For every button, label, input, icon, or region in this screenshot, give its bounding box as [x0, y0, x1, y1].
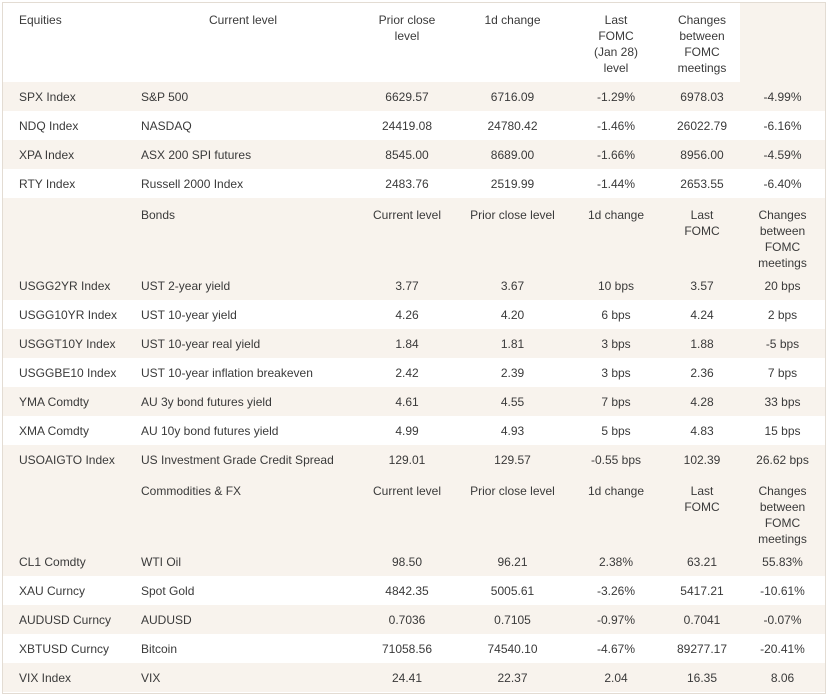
changes-between-cell: 55.83% [740, 547, 825, 576]
last-fomc-cell: 8956.00 [664, 140, 740, 169]
prior-close-cell: 6716.09 [457, 82, 568, 111]
one-day-change-cell: -1.44% [596, 176, 636, 191]
last-fomc-cell: 1.88 [664, 329, 740, 358]
one-day-change-cell: 2.04 [568, 663, 664, 692]
header-blank-cell [740, 3, 825, 82]
table-row [3, 445, 825, 474]
column-header-between: Changes between FOMC meetings [740, 198, 825, 271]
instrument-name-cell: UST 10-year yield [141, 307, 237, 322]
instrument-name-cell: Russell 2000 Index [141, 176, 244, 191]
last-fomc-cell: 89277.17 [676, 641, 728, 656]
changes-between-cell: 15 bps [764, 423, 801, 438]
table-row [3, 663, 825, 692]
column-header-prior: Prior close level [457, 198, 568, 271]
prior-close-cell: 4.93 [500, 423, 525, 438]
column-header-between: Changes between FOMC meetings [740, 474, 825, 547]
current-level-cell: 0.7036 [357, 605, 457, 634]
column-header-between: Changes between FOMC meetings [677, 13, 727, 75]
table-row [3, 271, 825, 300]
current-level-cell: 24419.08 [381, 118, 433, 133]
changes-between-cell: 2 bps [767, 307, 798, 322]
table-row [3, 605, 825, 634]
current-level-cell: 24.41 [357, 663, 457, 692]
ticker-cell: NDQ Index [19, 118, 79, 133]
ticker-cell: USGGBE10 Index [19, 365, 117, 380]
one-day-change-cell: -0.55 bps [568, 445, 664, 474]
prior-close-cell: 3.67 [457, 271, 568, 300]
instrument-name-cell: ASX 200 SPI futures [129, 140, 357, 169]
instrument-name-cell: VIX [129, 663, 357, 692]
current-level-cell: 4842.35 [385, 583, 429, 598]
current-level-cell: 4.61 [357, 387, 457, 416]
market-data-table [3, 3, 825, 692]
last-fomc-cell: 3.57 [664, 271, 740, 300]
ticker-cell: XMA Comdty [19, 423, 90, 438]
prior-close-cell: 1.81 [457, 329, 568, 358]
prior-close-cell: 22.37 [457, 663, 568, 692]
table-row [3, 300, 825, 329]
column-header-last-fomc: Last FOMC [664, 474, 740, 547]
table-row [3, 169, 825, 198]
current-level-cell: 6629.57 [357, 82, 457, 111]
one-day-change-cell: -4.67% [596, 641, 636, 656]
ticker-cell: USGG2YR Index [3, 271, 129, 300]
column-header-change: 1d change [568, 474, 664, 547]
current-level-cell: 2.42 [395, 365, 419, 380]
column-header-name: Commodities & FX [129, 474, 357, 547]
current-level-cell: 1.84 [357, 329, 457, 358]
current-level-cell: 129.01 [357, 445, 457, 474]
section-label-cell [3, 198, 129, 271]
one-day-change-cell: 3 bps [601, 365, 631, 380]
last-fomc-cell: 16.35 [664, 663, 740, 692]
current-level-cell: 98.50 [357, 547, 457, 576]
current-level-cell: 2483.76 [385, 176, 429, 191]
changes-between-cell: -5 bps [740, 329, 825, 358]
ticker-cell: XBTUSD Curncy [19, 641, 110, 656]
current-level-cell: 8545.00 [357, 140, 457, 169]
instrument-name-cell: Spot Gold [141, 583, 195, 598]
one-day-change-cell: 5 bps [601, 423, 631, 438]
prior-close-cell: 0.7105 [457, 605, 568, 634]
last-fomc-cell: 26022.79 [676, 118, 728, 133]
instrument-name-cell: UST 10-year inflation breakeven [141, 365, 313, 380]
instrument-name-cell: WTI Oil [129, 547, 357, 576]
changes-between-cell: -0.07% [740, 605, 825, 634]
last-fomc-cell: 102.39 [664, 445, 740, 474]
ticker-cell: RTY Index [19, 176, 76, 191]
instrument-name-cell: US Investment Grade Credit Spread [129, 445, 357, 474]
changes-between-cell: -6.16% [763, 118, 802, 133]
table-row [3, 547, 825, 576]
current-level-cell: 71058.56 [381, 641, 433, 656]
instrument-name-cell: AUDUSD [129, 605, 357, 634]
prior-close-cell: 5005.61 [490, 583, 535, 598]
instrument-name-cell: UST 2-year yield [129, 271, 357, 300]
section-label-cell [3, 474, 129, 547]
instrument-name-cell: AU 3y bond futures yield [129, 387, 357, 416]
table-row [3, 634, 825, 663]
instrument-name-cell: AU 10y bond futures yield [141, 423, 279, 438]
changes-between-cell: -4.99% [740, 82, 825, 111]
last-fomc-cell: 2653.55 [680, 176, 724, 191]
section-header-row [3, 198, 825, 271]
current-level-cell: 4.99 [395, 423, 419, 438]
ticker-cell: USOAIGTO Index [3, 445, 129, 474]
prior-close-cell: 2.39 [500, 365, 525, 380]
prior-close-cell: 4.20 [500, 307, 525, 322]
one-day-change-cell: -1.46% [596, 118, 636, 133]
table-row [3, 111, 825, 140]
column-header-name: Bonds [129, 198, 357, 271]
last-fomc-cell: 4.28 [664, 387, 740, 416]
column-header-current: Current level [357, 474, 457, 547]
section-header-row [3, 3, 825, 82]
table-body [3, 3, 825, 692]
last-fomc-cell: 5417.21 [680, 583, 724, 598]
changes-between-cell: -4.59% [740, 140, 825, 169]
section-header-row [3, 474, 825, 547]
prior-close-cell: 4.55 [457, 387, 568, 416]
one-day-change-cell: 10 bps [568, 271, 664, 300]
changes-between-cell: 20 bps [740, 271, 825, 300]
instrument-name-cell: UST 10-year real yield [129, 329, 357, 358]
ticker-cell: USGG10YR Index [19, 307, 118, 322]
last-fomc-cell: 6978.03 [664, 82, 740, 111]
table-row [3, 576, 825, 605]
column-header-change: 1d change [568, 198, 664, 271]
ticker-cell: AUDUSD Curncy [3, 605, 129, 634]
table-row [3, 358, 825, 387]
column-header-current: Current level [357, 198, 457, 271]
last-fomc-cell: 4.83 [690, 423, 714, 438]
ticker-cell: XPA Index [3, 140, 129, 169]
one-day-change-cell: 2.38% [568, 547, 664, 576]
one-day-change-cell: 6 bps [601, 307, 631, 322]
last-fomc-cell: 0.7041 [664, 605, 740, 634]
prior-close-cell: 96.21 [457, 547, 568, 576]
market-table-panel [2, 2, 826, 694]
section-label-cell: Equities [19, 13, 62, 27]
column-header-prior: Prior close level [378, 13, 436, 43]
table-row [3, 329, 825, 358]
one-day-change-cell: -0.97% [568, 605, 664, 634]
one-day-change-cell: 7 bps [568, 387, 664, 416]
prior-close-cell: 2519.99 [490, 176, 535, 191]
current-level-cell: 3.77 [357, 271, 457, 300]
column-header-current: Current level [208, 13, 278, 27]
column-header-last-fomc: Last FOMC (Jan 28) level [593, 13, 639, 75]
prior-close-cell: 8689.00 [457, 140, 568, 169]
last-fomc-cell: 63.21 [664, 547, 740, 576]
changes-between-cell: 33 bps [740, 387, 825, 416]
ticker-cell: CL1 Comdty [3, 547, 129, 576]
column-header-last-fomc: Last FOMC [664, 198, 740, 271]
one-day-change-cell: -3.26% [596, 583, 636, 598]
table-row [3, 416, 825, 445]
table-row [3, 140, 825, 169]
prior-close-cell: 129.57 [457, 445, 568, 474]
ticker-cell: USGGT10Y Index [3, 329, 129, 358]
changes-between-cell: -20.41% [760, 641, 805, 656]
last-fomc-cell: 2.36 [690, 365, 714, 380]
one-day-change-cell: -1.66% [568, 140, 664, 169]
changes-between-cell: -6.40% [763, 176, 802, 191]
instrument-name-cell: NASDAQ [141, 118, 192, 133]
prior-close-cell: 74540.10 [487, 641, 538, 656]
one-day-change-cell: -1.29% [568, 82, 664, 111]
prior-close-cell: 24780.42 [487, 118, 538, 133]
column-header-change: 1d change [484, 13, 541, 27]
changes-between-cell: 7 bps [767, 365, 798, 380]
ticker-cell: SPX Index [3, 82, 129, 111]
one-day-change-cell: 3 bps [568, 329, 664, 358]
table-row [3, 82, 825, 111]
table-row [3, 387, 825, 416]
changes-between-cell: -10.61% [760, 583, 805, 598]
ticker-cell: XAU Curncy [19, 583, 86, 598]
instrument-name-cell: S&P 500 [129, 82, 357, 111]
changes-between-cell: 26.62 bps [740, 445, 825, 474]
column-header-prior: Prior close level [457, 474, 568, 547]
instrument-name-cell: Bitcoin [141, 641, 178, 656]
last-fomc-cell: 4.24 [690, 307, 714, 322]
changes-between-cell: 8.06 [740, 663, 825, 692]
ticker-cell: VIX Index [3, 663, 129, 692]
ticker-cell: YMA Comdty [3, 387, 129, 416]
current-level-cell: 4.26 [395, 307, 419, 322]
